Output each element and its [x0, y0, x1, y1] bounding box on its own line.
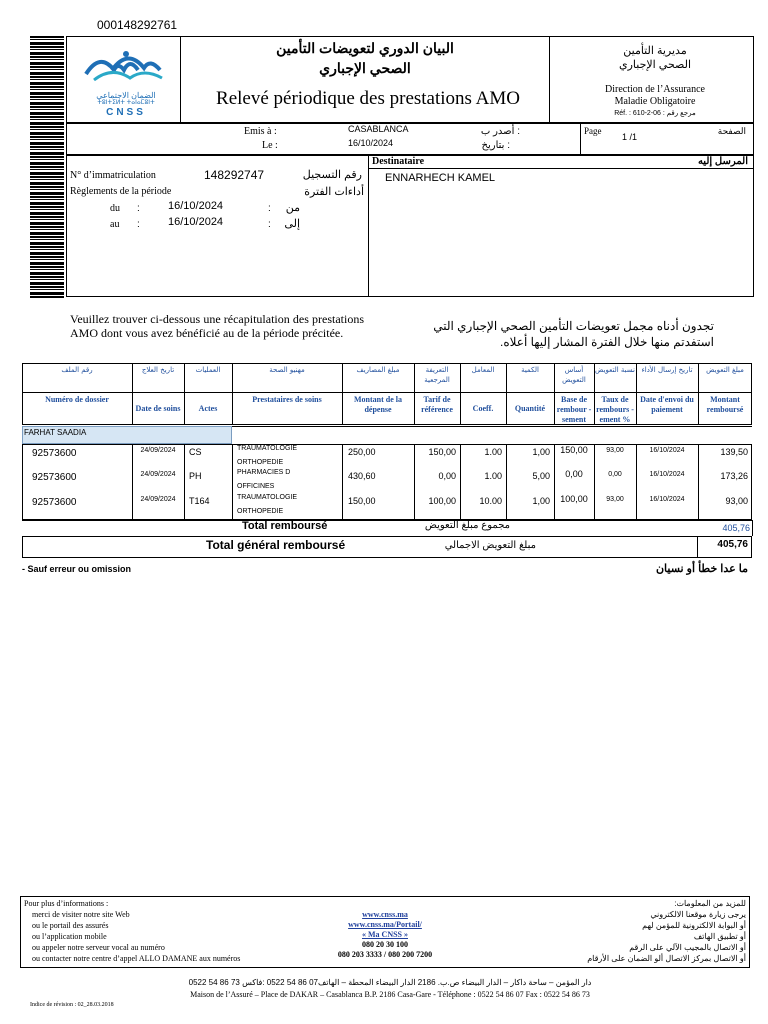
cell-depense: 250,00 [348, 447, 376, 457]
column-header-ar: رقم الملف [61, 366, 93, 374]
cell-depense: 430,60 [348, 471, 376, 481]
column-header-fr: Montant de la dépense [354, 395, 402, 414]
footer-arabic-line: أو البوابة الالكترونية للمؤمن لهم [642, 921, 746, 930]
cell-tarif: 0,00 [438, 471, 456, 481]
column-header-ar: التعريفة المرجعية [424, 366, 450, 384]
column-header-ar: أساس التعويض [562, 366, 586, 384]
column-header-fr: Taux de rembours -ement % [596, 395, 634, 424]
emis-label-ar: : أصدر ب [480, 126, 520, 137]
footer-link[interactable]: « Ma CNSS » [361, 930, 408, 939]
cell-dossier: 92573600 [32, 448, 77, 459]
cell-acte: CS [189, 447, 202, 457]
footer-arabic-line: يرجى زيارة موقعنا الالكتروني [650, 910, 746, 919]
reference: Réf. : 610-2-06 : مرجع رقم [614, 110, 696, 117]
cell-montant: 173,26 [720, 471, 748, 481]
cell-base: 150,00 [560, 445, 588, 455]
cell-tarif: 100,00 [428, 496, 456, 506]
footer-french [24, 898, 240, 964]
title-french: Relevé périodique des prestations AMO [216, 88, 520, 109]
title-arabic-line2: الصحي الإجباري [319, 60, 411, 76]
logo-tifinagh: ⵜⵓⵏⵜⵉⵍⵜ ⵜⴰⵏⴰⵎⵓⵏⵜ [97, 100, 155, 106]
logo-arabic: الضمان الاجتماعي [96, 91, 156, 100]
total-value: 405,76 [722, 523, 750, 533]
beneficiary-name-text: FARHAT SAADIA [24, 428, 87, 437]
column-header-ar: نسبة التعويض [595, 366, 635, 374]
cell-envoi: 16/10/2024 [649, 496, 685, 503]
direction-arabic-line2: الصحي الإجباري [619, 59, 691, 71]
column-header-ar: مهنيو الصحة [269, 366, 305, 374]
cell-prest1: TRAUMATOLOGIE [237, 494, 298, 501]
cell-envoi: 16/10/2024 [649, 447, 685, 454]
emission-frame [66, 123, 754, 155]
intro-arabic: تجدون أدناه مجمل تعويضات التأمين الصحي الإجباري التي استفدتم منها خلال الفترة المشار إليها أعلاه. [433, 319, 714, 349]
period-label-ar: أداءات الفترة [304, 186, 364, 198]
du-label: du [110, 203, 120, 214]
column-header-fr: Quantité [514, 404, 546, 413]
address-arabic: دار المؤمن – ساحة داكار – الدار البيضاء ص.ب. 2186 الدار البيضاء المحطة – الهاتف07 86 54 0522 :فاكس 73 86 54 0522 [188, 978, 592, 987]
le-value: 16/10/2024 [348, 138, 394, 148]
column-header-ar: المعامل [471, 366, 495, 374]
immat-label: N° d’immatriculation [70, 170, 156, 181]
total-label: Total remboursé [242, 520, 328, 532]
footer-french-line: ou le portail des assurés [32, 921, 109, 930]
du-label-ar: من [285, 202, 300, 214]
column-header-fr: Numéro de dossier [45, 395, 109, 404]
footer-arabic-line: أو الاتصال بمركز الاتصال ألو الضمان على الأرقام [587, 954, 746, 963]
immat-label-ar: رقم التسجيل [302, 169, 362, 181]
direction-french-line1: Direction de l’Assurance [605, 84, 705, 95]
au-value: 16/10/2024 [168, 216, 224, 228]
au-label: au [110, 219, 120, 230]
immat-value: 148292747 [204, 168, 265, 182]
revision-index: Indice de révision : 02_28.03.2018 [30, 1002, 114, 1008]
footer-french-line: merci de visiter notre site Web [32, 910, 130, 919]
footer-link[interactable]: www.cnss.ma/Portail/ [348, 920, 422, 929]
du-colon: : [137, 203, 140, 214]
au-colon-2: : [268, 219, 271, 230]
column-header-fr: Coeff. [472, 404, 494, 413]
recipient-name: ENNARHECH KAMEL [385, 172, 496, 184]
column-header-fr: Date d'envoi du paiement [640, 395, 694, 414]
cell-dossier: 92573600 [32, 472, 77, 483]
footer-arabic-line: أو تطبيق الهاتف [693, 932, 746, 941]
footer-arabic-line: للمزيد من المعلومات: [674, 899, 746, 908]
recipient-label: Destinataire [372, 156, 425, 167]
du-colon-2: : [268, 203, 271, 214]
column-header-ar: مبلغ المصاريف [356, 366, 400, 374]
disclaimer-french: - Sauf erreur ou omission [22, 564, 132, 574]
column-header-fr: Actes [198, 404, 218, 413]
grand-total-label-ar: مبلغ التعويض الاجمالي [444, 540, 536, 551]
footer-french-line: Pour plus d’informations : [24, 899, 109, 908]
cell-quantite: 5,00 [532, 471, 550, 481]
le-label-ar: : بتاريخ [481, 140, 510, 151]
beneficiary-name [22, 426, 232, 444]
cell-taux: 0,00 [608, 471, 622, 478]
cell-prest2: OFFICINES [237, 483, 275, 490]
cell-date: 24/09/2024 [140, 496, 176, 503]
cell-depense: 150,00 [348, 496, 376, 506]
disclaimer-arabic: ما عدا خطأ أو نسيان [655, 563, 748, 575]
cell-montant: 139,50 [720, 447, 748, 457]
cell-prest1: TRAUMATOLOGIE [237, 445, 298, 452]
footer-link[interactable]: www.cnss.ma [362, 910, 408, 919]
cell-quantite: 1,00 [532, 447, 550, 457]
au-colon: : [137, 219, 140, 230]
cell-coeff: 1.00 [484, 447, 502, 457]
emis-label: Emis à : [244, 126, 277, 137]
cell-prest2: ORTHOPEDIE [237, 459, 284, 466]
column-header-fr: Tarif de référence [421, 395, 453, 414]
footer-french-line: ou contacter notre centre d’appel ALLO DAMANE aux numéros [32, 954, 241, 963]
intro-french: Veuillez trouver ci-dessous une récapitulation des prestations AMO dont vous avez bénéficié au de la période précitée. [70, 312, 364, 340]
cell-quantite: 1,00 [532, 496, 550, 506]
cell-prest2: ORTHOPEDIE [237, 508, 284, 515]
footer-french-line: ou appeler notre serveur vocal au numéro [32, 943, 165, 952]
footer-arabic [520, 898, 746, 964]
column-header-fr: Date de soins [135, 404, 181, 413]
column-header-ar: تاريخ العلاج [141, 366, 175, 374]
column-header-fr: Prestataires de soins [252, 395, 322, 404]
cell-montant: 93,00 [725, 496, 748, 506]
column-header-ar: الكمية [521, 366, 539, 374]
cell-base: 0,00 [565, 469, 583, 479]
title-arabic-line1: البيان الدوري لتعويضات التأمين [276, 40, 454, 56]
grand-total-value: 405,76 [717, 539, 748, 550]
direction-french-line2: Maladie Obligatoire [614, 96, 696, 107]
footer-phone: 080 203 3333 / 080 200 7200 [337, 950, 433, 959]
footer-center [320, 910, 450, 960]
cell-acte: PH [189, 471, 202, 481]
le-label: Le : [262, 140, 278, 151]
barcode [30, 36, 64, 298]
cell-tarif: 150,00 [428, 447, 456, 457]
cell-date: 24/09/2024 [140, 471, 176, 478]
logo-cnss-text: CNSS [106, 107, 146, 118]
cell-coeff: 10.00 [479, 496, 502, 506]
period-label: Règlements de la période [70, 186, 172, 197]
cell-taux: 93,00 [606, 447, 624, 454]
cell-date: 24/09/2024 [140, 447, 176, 454]
cell-coeff: 1.00 [484, 471, 502, 481]
grand-total-frame [22, 536, 752, 558]
emis-value: CASABLANCA [348, 124, 409, 134]
column-header-ar: مبلغ التعويض [706, 366, 744, 374]
footer-phone: 080 20 30 100 [362, 940, 408, 949]
au-label-ar: إلى [284, 218, 300, 230]
column-header-ar: العمليات [195, 366, 221, 374]
cnss-logo-icon [78, 44, 174, 90]
cell-envoi: 16/10/2024 [649, 471, 685, 478]
address-french: Maison de l’Assuré – Place de DAKAR – Casablanca B.P. 2186 Casa-Gare - Téléphone : 0522 54 86 07 Fax : 0522 54 86 73 [190, 990, 590, 999]
footer-arabic-line: أو الاتصال بالمجيب الآلي على الرقم [629, 943, 746, 952]
document-number: 000148292761 [97, 18, 178, 32]
page-label-ar: الصفحة [717, 126, 746, 136]
cnss-logo [78, 44, 174, 116]
recipient-label-ar: المرسل إليه [697, 156, 748, 167]
cell-base: 100,00 [560, 494, 588, 504]
grand-total-label: Total général remboursé [206, 538, 346, 552]
total-label-ar: مجموع مبلغ التعويض [424, 520, 510, 531]
column-header-fr: Base de rembour -sement [556, 395, 592, 424]
cell-prest1: PHARMACIES D [237, 469, 291, 476]
column-header-ar: تاريخ إرسال الأداء [641, 366, 693, 374]
cell-acte: T164 [189, 496, 210, 506]
page-value: 1 /1 [622, 132, 638, 142]
direction-arabic-line1: مديرية التأمين [623, 45, 687, 57]
page-label: Page [584, 126, 602, 136]
du-value: 16/10/2024 [168, 200, 224, 212]
cell-dossier: 92573600 [32, 497, 77, 508]
cell-taux: 93,00 [606, 496, 624, 503]
footer-french-line: ou l’application mobile [32, 932, 107, 941]
column-header-fr: Montant remboursé [706, 395, 744, 414]
